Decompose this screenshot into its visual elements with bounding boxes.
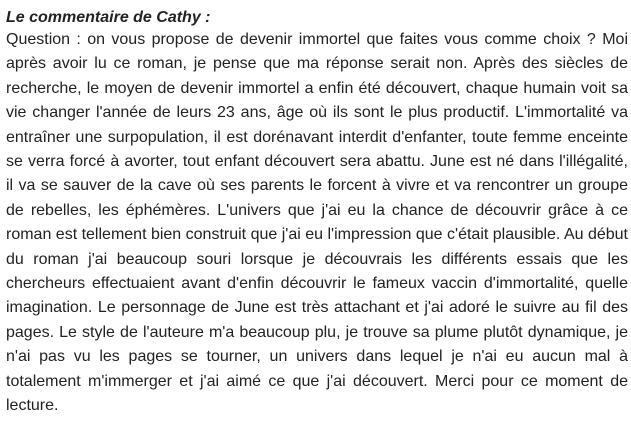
comment-title: Le commentaire de Cathy : (6, 9, 211, 26)
comment-body: Question : on vous propose de devenir immortel que faites vous comme choix ? Moi après avoir lu ce roman, je pense que ma réponse serait non. Après des siècles de recherche, le moyen de devenir immortel a enfin été découvert, chaque humain voit sa vie changer l'année de leurs 23 ans, âge où ils sont le plus productif. L'immortalité va entraîner une surpopulation, il est dorénavant interdit d'enfanter, toute femme enceinte se verra forcé à avorter, tout enfant découvert sera abattu. June est né dans l'illégalité, il va se sauver de la cave où ses parents le forcent à vivre et va rencontrer un groupe de rebelles, les éphémères. L'univers que j'ai eu la chance de découvrir grâce à ce roman est tellement bien construit que j'ai eu l'impression que c'était plausible. Au début du roman j'ai beaucoup souri lorsque je découvrais les différents essais que les chercheurs effectuaient avant d'enfin découvrir le fameux vaccin d'immortalité, quelle imagination. Le personnage de June est très attachant et j'ai adoré le suivre au fil des pages. Le style de l'auteure m'a beaucoup plu, je trouve sa plume plutôt dynamique, je n'ai pas vu les pages se tourner, un univers dans lequel je n'ai eu aucun mal à totalement m'immerger et j'ai aimé ce que j'ai découvert. Merci pour ce moment de lecture. (6, 31, 628, 415)
comment-block (6, 8, 628, 419)
